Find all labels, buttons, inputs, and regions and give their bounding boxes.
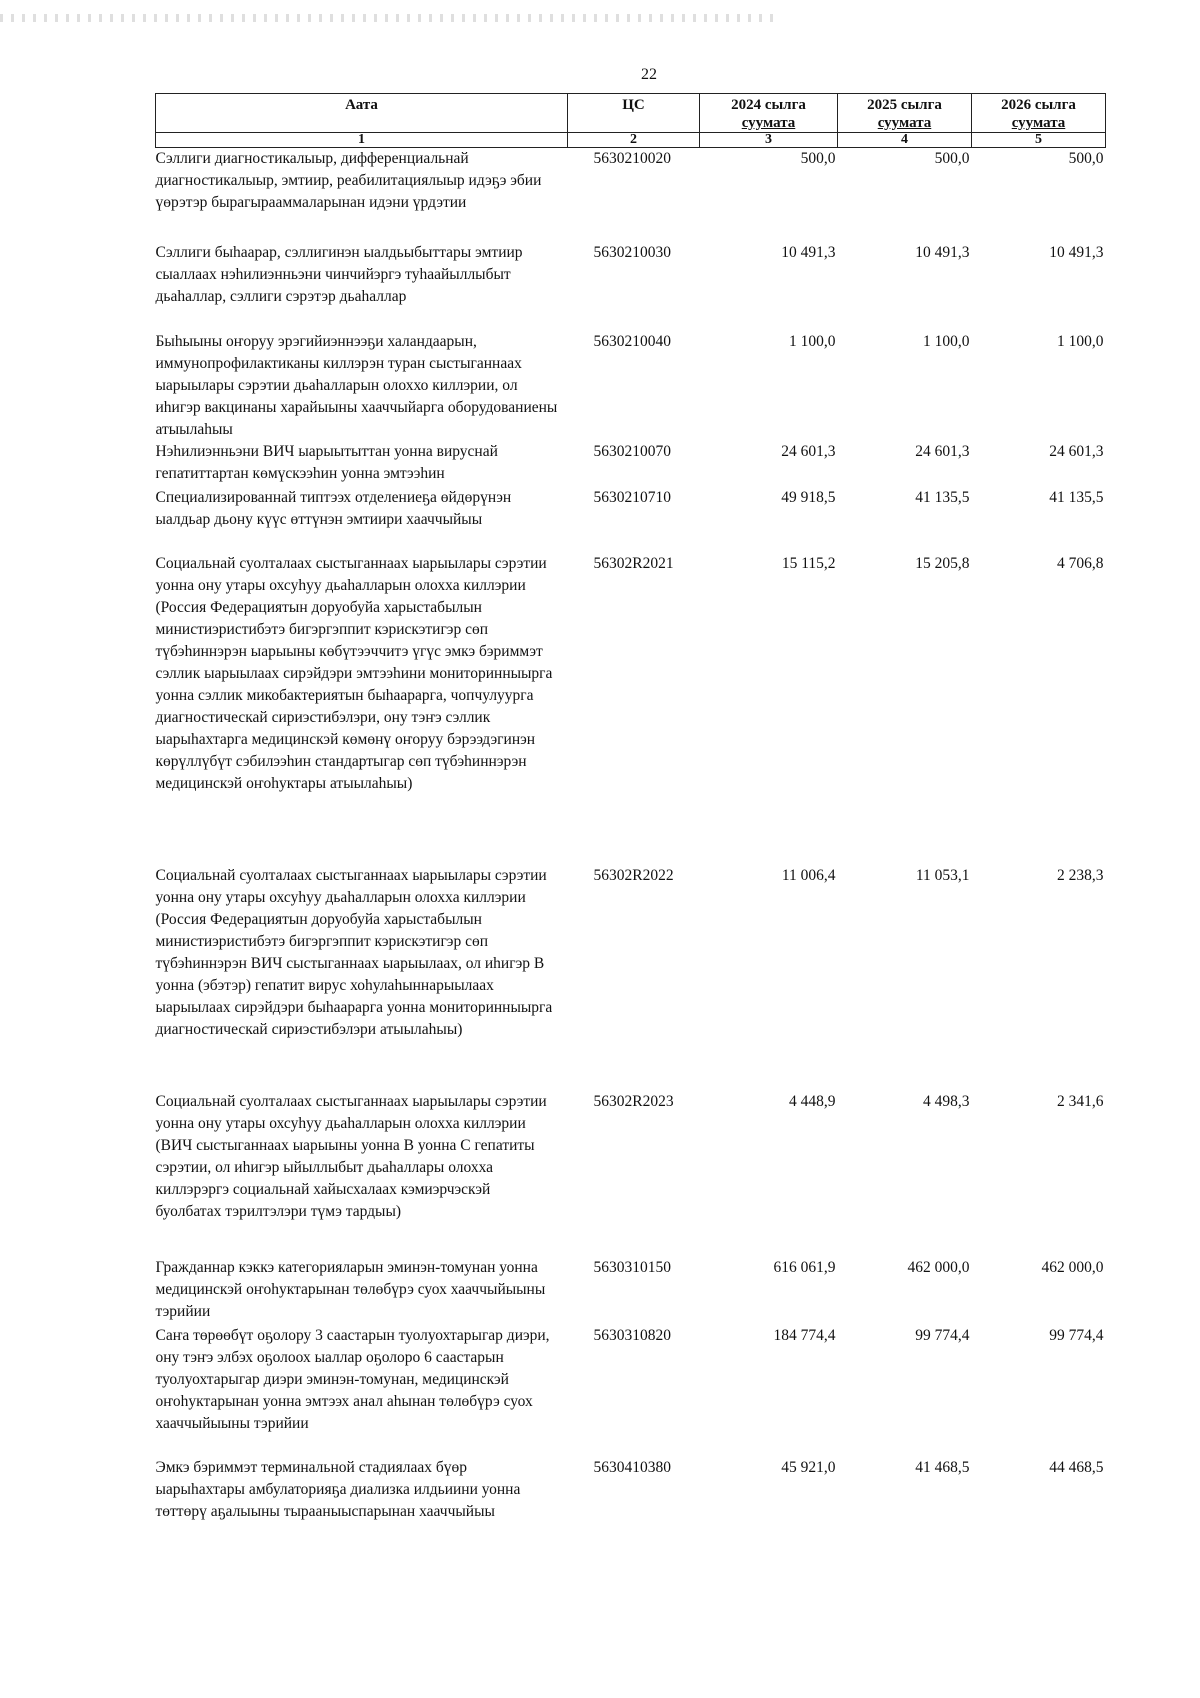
row-2025: 99 774,4 bbox=[915, 1326, 970, 1344]
row-2024: 616 061,9 bbox=[773, 1258, 836, 1276]
row-2026: 500,0 bbox=[1068, 150, 1104, 167]
row-2025: 41 468,5 bbox=[915, 1458, 970, 1476]
row-2026: 99 774,4 bbox=[1049, 1326, 1104, 1344]
table-row bbox=[156, 1325, 1106, 1457]
row-code: 56302R2022 bbox=[593, 866, 674, 884]
row-name: Сэллиги быһаарар, сэллигинэн ыалдьыбыттары эмтиир сыаллаах нэһилиэнньэни чинчийэргэ туһаайыллыбыт дьаһаллар, сэллиги сэрэтэр дьаһаллар bbox=[155, 243, 523, 305]
table-row bbox=[156, 441, 1106, 487]
page-number: 22 bbox=[641, 66, 657, 83]
row-2024: 11 006,4 bbox=[781, 866, 836, 884]
header-num-5: 5 bbox=[972, 133, 1106, 148]
row-2024: 10 491,3 bbox=[781, 243, 836, 261]
row-code: 5630410380 bbox=[593, 1458, 671, 1476]
row-code: 5630310820 bbox=[593, 1326, 671, 1344]
row-name: Эмкэ бэриммэт терминальной стадиялаах бүөр ыарыһахтары амбулаторияҕа диализка илдьиини уонна төттөрү аҕалыыны тырааныыспарынан хааччыйыы bbox=[155, 1458, 521, 1520]
row-name: Социальнай суолталаах сыстыганнаах ыарыылары сэрэтии уонна ону утары охсуһуу дьаһалларын олохха киллэрии (Россия Федерациятын доруобуйа харыстабылын министиэристибэтэ бигэргэппит кэрискэтигэр сөп түбэһиннэрэн ВИЧ сыстыганнаах ыарыылаах, ол иһигэр В уонна (эбэтэр) гепатит вирус хоһулаһыннарыылаах ыарыылаах сирэйдэри быһаарарга уонна мониторинныырга диагностическай сириэстибэлэри атыылаһыы) bbox=[155, 866, 553, 1038]
table-header bbox=[156, 94, 1106, 148]
header-num-3: 3 bbox=[700, 133, 838, 148]
header-2024: 2024 сылга суумата bbox=[700, 94, 838, 133]
table-row bbox=[156, 553, 1106, 865]
row-code: 5630310150 bbox=[593, 1258, 671, 1276]
row-2024: 24 601,3 bbox=[781, 442, 836, 460]
row-2025: 10 491,3 bbox=[915, 243, 970, 261]
row-2025: 4 498,3 bbox=[923, 1092, 970, 1110]
row-name: Социальнай суолталаах сыстыганнаах ыарыылары сэрэтии уонна ону утары охсуһуу дьаһалларын олохха киллэрии (ВИЧ сыстыганнаах ыарыыны уонна В уонна С гепатиты сэрэтии, ол иһигэр ыйыллыбыт дьаһаллары олохха киллэрэргэ социальнай хайысхалаах кэмиэрчэскэй буолбатах тэрилтэлэри түмэ тардыы) bbox=[155, 1092, 547, 1220]
row-2026: 2 238,3 bbox=[1057, 866, 1104, 884]
row-name: Саҥа төрөөбүт оҕолору 3 саастарын туолуохтарыгар диэри, ону тэҥэ элбэх оҕолоох ыаллар оҕолоро 6 саастарын туолуохтарыгар диэри эминэн-томунан, медицинскэй оҥоһуктарынан уонна эмтээх анал аһынан төлөбүрэ суох хааччыйыыны тэрийии bbox=[155, 1326, 550, 1432]
table-row bbox=[156, 148, 1106, 242]
row-2024: 4 448,9 bbox=[789, 1092, 836, 1110]
row-2026: 462 000,0 bbox=[1041, 1258, 1104, 1276]
row-2025: 24 601,3 bbox=[915, 442, 970, 460]
header-2026: 2026 сылга суумата bbox=[972, 94, 1106, 133]
header-num-2: 2 bbox=[568, 133, 700, 148]
table-row bbox=[156, 487, 1106, 553]
row-2024: 500,0 bbox=[800, 150, 836, 167]
row-code: 5630210070 bbox=[593, 442, 671, 460]
row-code: 5630210710 bbox=[593, 488, 671, 506]
scan-noise bbox=[0, 14, 780, 22]
row-name: Сэллиги диагностикалыыр, дифференциальнай диагностикалыыр, эмтиир, реабилитациялыыр идэҕэ эбии үөрэтэр бырагырааммаларынан идэни үрдэтии bbox=[155, 150, 542, 211]
row-2025: 1 100,0 bbox=[923, 332, 970, 350]
row-code: 5630210020 bbox=[593, 150, 671, 167]
row-name: Нэһилиэнньэни ВИЧ ыарыытыттан уонна вируснай гепатиттартан көмүскээһин уонна эмтээһин bbox=[155, 442, 498, 482]
row-2024: 1 100,0 bbox=[789, 332, 836, 350]
header-num-4: 4 bbox=[838, 133, 972, 148]
row-2025: 462 000,0 bbox=[907, 1258, 970, 1276]
row-2024: 15 115,2 bbox=[781, 554, 836, 572]
header-name: Аата bbox=[156, 94, 568, 133]
row-2026: 4 706,8 bbox=[1057, 554, 1104, 572]
row-name: Быһыыны оҥоруу эрэгийиэннээҕи халандаарын, иммунопрофилактиканы киллэрэн туран сыстыганнаах ыарыылары сэрэтии дьаһалларын олоххо киллэрии, ол иһигэр вакцинаны харайыыны хааччыйарга оборудованиены атыылаһыы bbox=[155, 332, 558, 438]
table-row bbox=[156, 242, 1106, 331]
table-row bbox=[156, 1091, 1106, 1257]
row-2026: 2 341,6 bbox=[1057, 1092, 1104, 1110]
table-row bbox=[156, 1457, 1106, 1549]
row-2026: 44 468,5 bbox=[1049, 1458, 1104, 1476]
row-name: Специализированнай типтээх отделениеҕа өйдөрүнэн ыалдьар дьону күүс өттүнэн эмтиири хааччыйыы bbox=[155, 488, 512, 528]
row-2024: 49 918,5 bbox=[781, 488, 836, 506]
row-2025: 41 135,5 bbox=[915, 488, 970, 506]
table-row bbox=[156, 331, 1106, 441]
row-2026: 10 491,3 bbox=[1049, 243, 1104, 261]
header-num-1: 1 bbox=[156, 133, 568, 148]
row-code: 5630210040 bbox=[593, 332, 671, 350]
header-2025: 2025 сылга суумата bbox=[838, 94, 972, 133]
row-name: Гражданнар кэккэ категорияларын эминэн-томунан уонна медицинскэй оҥоһуктарынан төлөбүрэ суох хааччыйыыны тэрийии bbox=[155, 1258, 546, 1320]
row-2026: 24 601,3 bbox=[1049, 442, 1104, 460]
row-2024: 45 921,0 bbox=[781, 1458, 836, 1476]
row-2025: 11 053,1 bbox=[915, 866, 970, 884]
row-2026: 1 100,0 bbox=[1057, 332, 1104, 350]
row-code: 56302R2021 bbox=[593, 554, 674, 572]
budget-table bbox=[155, 93, 1106, 1549]
table-row bbox=[156, 1257, 1106, 1325]
table-row bbox=[156, 865, 1106, 1091]
row-code: 56302R2023 bbox=[593, 1092, 674, 1110]
row-code: 5630210030 bbox=[593, 243, 671, 261]
row-2024: 184 774,4 bbox=[773, 1326, 836, 1344]
row-2026: 41 135,5 bbox=[1049, 488, 1104, 506]
row-2025: 500,0 bbox=[934, 150, 970, 167]
row-2025: 15 205,8 bbox=[915, 554, 970, 572]
header-code: ЦС bbox=[568, 94, 700, 133]
row-name: Социальнай суолталаах сыстыганнаах ыарыылары сэрэтии уонна ону утары охсуһуу дьаһалларын олохха киллэрии (Россия Федерациятын доруобуйа харыстабылын министиэристибэтэ бигэргэппит кэрискэтигэр сөп түбэһиннэрэн ыарыыны көбүтээччитэ үгүс эмкэ бэриммэт сэллик ыарыылаах сирэйдэри эмтээһини мониторинныырга уонна сэллик микобактериятын быһаарарга, чопчулуурга диагностическай сириэстибэлэри, ону тэҥэ сэллик ыарыһахтарга медицинскэй көмөнү оҥоруу бэрээдэгинэн көрүллүбүт сэбилээһин стандартыгар сөп түбэһиннэрэн медицинскэй оҥоһуктары атыылаһыы) bbox=[155, 554, 553, 792]
